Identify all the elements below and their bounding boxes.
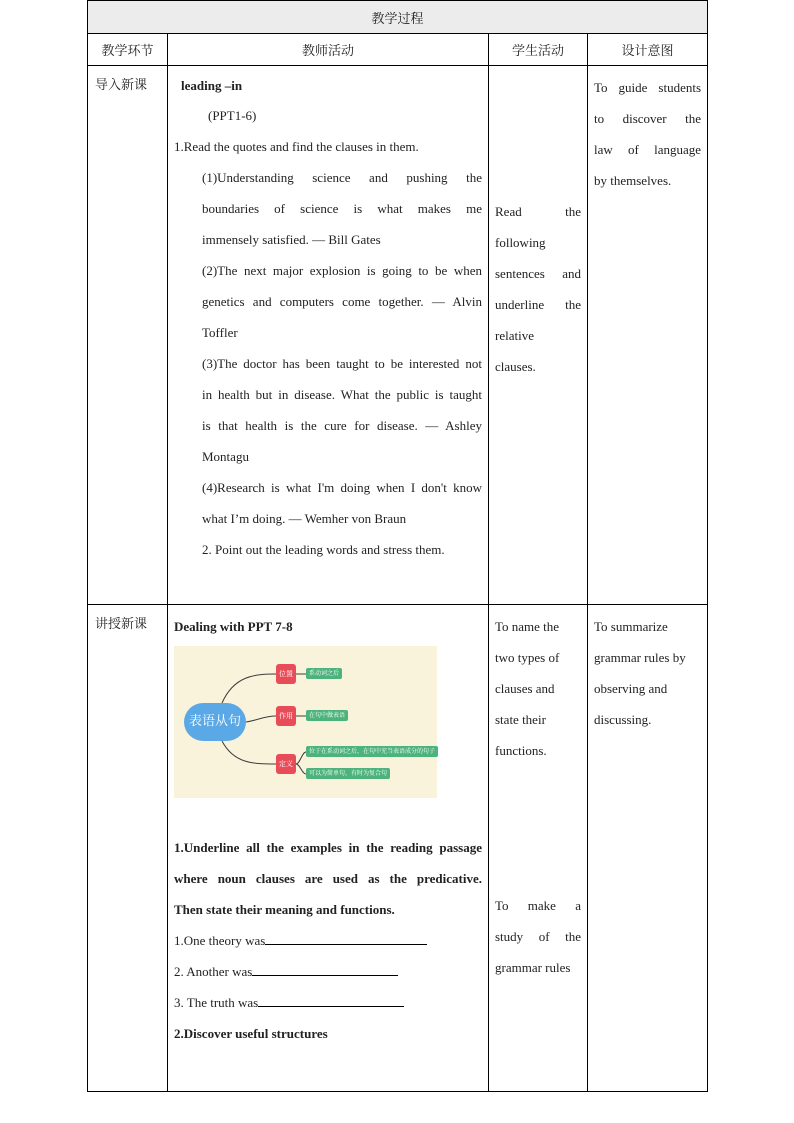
mindmap-leaf: 在句中做表语 [306,710,348,721]
student-line: Read the [495,204,581,219]
design-line: by themselves. [594,173,672,188]
quote-line: is that health is the cure for disease. — Ashley [202,418,482,433]
design-line: observing and [594,681,668,696]
section-heading: leading –in [181,78,243,93]
mindmap-leaf: 系动词之后 [306,668,342,679]
student-line: clauses. [495,359,536,374]
teacher-activity-cell [168,605,489,1092]
mindmap-leaf: 可以为简单句，有时为复合句 [306,768,390,779]
exercise-line [174,925,482,956]
quote-line: (2)The next major explosion is going to be when [202,263,482,278]
design-line: discussing. [594,712,652,727]
student-activity-cell [489,66,588,605]
column-header-design: 设计意图 [588,34,708,66]
answer-blank[interactable] [252,961,398,976]
task-line: 1.Underline all the examples in the reading passage [174,840,482,855]
student-line: To name the [495,619,560,634]
quote-line: (4)Research is what I'm doing when I don't know [202,480,482,495]
column-header-stage: 教学环节 [88,34,168,66]
answer-blank[interactable] [265,930,427,945]
task-line: where noun clauses are used as the predicative. [174,871,482,886]
student-line: two types of [495,650,560,665]
design-line: grammar rules by [594,650,686,665]
student-activity-cell [489,605,588,1092]
student-line: study of the [495,929,581,944]
lesson-plan-table [87,0,708,1092]
design-line: To summarize [594,619,668,634]
student-line: clauses and [495,681,555,696]
stage-cell: 讲授新课 [88,605,168,1092]
design-line: To guide students [594,80,702,95]
student-line: following [495,235,546,250]
task-line: 1.Read the quotes and find the clauses in them. [174,139,419,154]
exercise-text: 1.One theory was [174,933,266,948]
section-heading: Dealing with PPT 7-8 [174,619,293,634]
quote-line: (1)Understanding science and pushing the [202,170,482,185]
quote-line: immensely satisfied. — Bill Gates [202,232,381,247]
quote-line: Toffler [202,325,238,340]
student-line: grammar rules [495,960,571,975]
mindmap-tag: 位置 [276,664,296,684]
stage-cell: 导入新课 [88,66,168,605]
mindmap-tag: 定义 [276,754,296,774]
mindmap-image [174,646,482,798]
teacher-activity-cell [168,66,489,605]
table-title: 教学过程 [88,1,708,34]
task-line: 2. Point out the leading words and stress them. [202,542,445,557]
student-line: underline the [495,297,581,312]
column-header-teacher: 教师活动 [168,34,489,66]
student-line: To make a [495,898,581,913]
student-line: sentences and [495,266,581,281]
exercise-text: 2. Another was [174,964,253,979]
table-row [88,605,708,1092]
answer-blank[interactable] [258,992,404,1007]
column-header-student: 学生活动 [489,34,588,66]
student-line: state their [495,712,546,727]
design-line: law of language [594,142,702,157]
mindmap-center-node: 表语从句 [184,703,246,741]
quote-line: in health but in disease. What the public is taught [202,387,482,402]
student-line: functions. [495,743,547,758]
quote-line: Montagu [202,449,249,464]
exercise-line [174,956,482,987]
task-line: Then state their meaning and functions. [174,902,395,917]
quote-line: what I’m doing. — Wemher von Braun [202,511,407,526]
mindmap-leaf: 位于在系动词之后，在句中充当表语成分的句子 [306,746,438,757]
table-row [88,66,708,605]
student-line: relative [495,328,534,343]
exercise-text: 3. The truth was [174,995,259,1010]
design-intent-cell [588,66,708,605]
exercise-line [174,987,482,1018]
design-line: to discover the [594,111,702,126]
design-intent-cell [588,605,708,1092]
task-line: 2.Discover useful structures [174,1026,328,1041]
quote-line: boundaries of science is what makes me [202,201,482,216]
quote-line: (3)The doctor has been taught to be interested not [202,356,482,371]
quote-line: genetics and computers come together. — Alvin [202,294,482,309]
mindmap-tag: 作用 [276,706,296,726]
ppt-ref: (PPT1-6) [208,108,257,123]
